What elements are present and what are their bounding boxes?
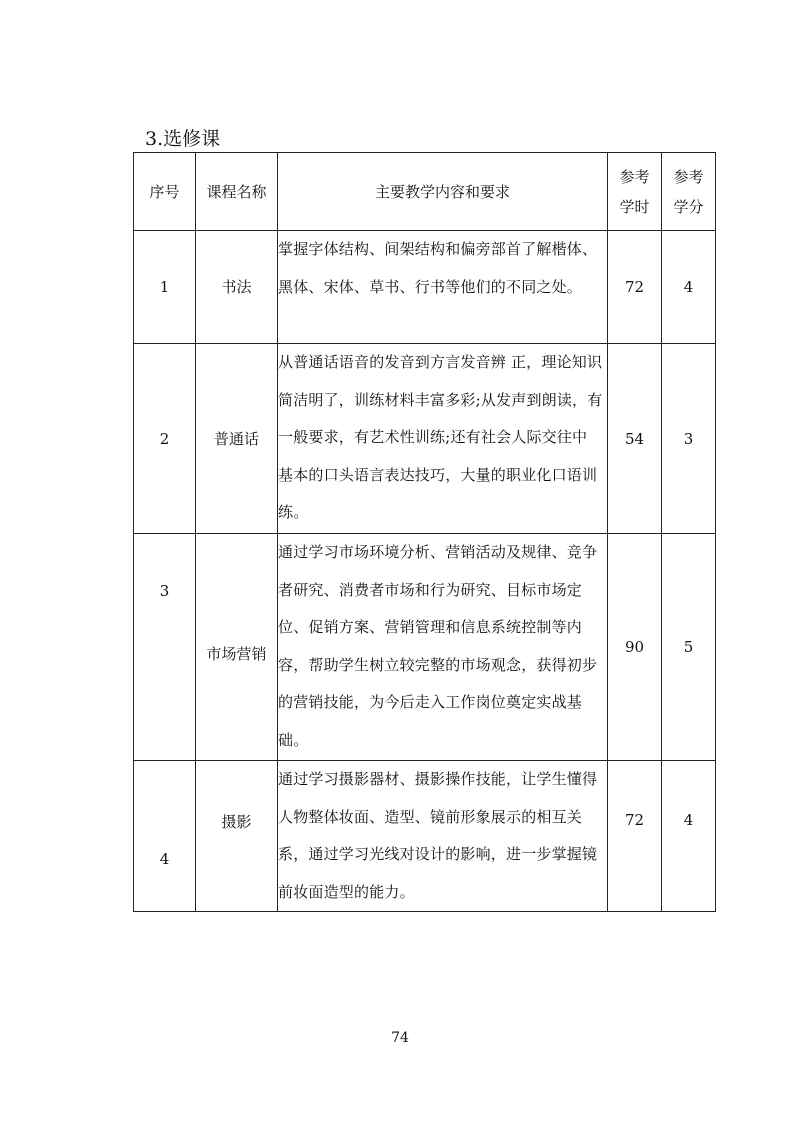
row-hours: 54 — [608, 344, 662, 534]
header-hours-line1: 参考 — [619, 167, 650, 186]
row-course-name: 书法 — [196, 231, 278, 344]
row-hours: 72 — [608, 761, 662, 912]
header-course-name: 课程名称 — [196, 153, 278, 231]
row-content: 掌握字体结构、间架结构和偏旁部首了解楷体、黑体、宋体、草书、行书等他们的不同之处。 — [278, 231, 608, 344]
row-hours: 72 — [608, 231, 662, 344]
table-row — [134, 231, 716, 344]
header-hours-line2: 学时 — [619, 197, 650, 216]
row-hours: 90 — [608, 534, 662, 761]
table-row — [134, 761, 716, 912]
header-index: 序号 — [134, 153, 196, 231]
row-content: 通过学习摄影器材、摄影操作技能，让学生懂得人物整体妆面、造型、镜前形象展示的相互关系，通过学习光线对设计的影响，进一步掌握镜前妆面造型的能力。 — [278, 761, 608, 912]
row-credits: 3 — [662, 344, 716, 534]
row-credits: 5 — [662, 534, 716, 761]
header-credits-line2: 学分 — [673, 197, 704, 216]
row-course-name: 摄影 — [196, 761, 278, 912]
row-content: 通过学习市场环境分析、营销活动及规律、竞争者研究、消费者市场和行为研究、目标市场定位、促销方案、营销管理和信息系统控制等内容，帮助学生树立较完整的市场观念，获得初步的营销技能，为今后走入工作岗位奠定实战基础。 — [278, 534, 608, 761]
row-index: 3 — [134, 534, 196, 761]
row-content: 从普通话语音的发音到方言发音辨 正，理论知识简洁明了，训练材料丰富多彩;从发声到朗读，有一般要求，有艺术性训练;还有社会人际交往中 基本的口头语言表达技巧，大量的职业化口语训练。 — [278, 344, 608, 534]
header-credits-line1: 参考 — [673, 167, 704, 186]
row-index: 4 — [134, 761, 196, 912]
table-row — [134, 534, 716, 761]
section-title: 3.选修课 — [145, 128, 221, 150]
header-reference-hours — [608, 153, 662, 231]
row-index: 2 — [134, 344, 196, 534]
header-reference-credits — [662, 153, 716, 231]
header-content: 主要教学内容和要求 — [278, 153, 608, 231]
table-header-row — [134, 153, 716, 231]
row-credits: 4 — [662, 231, 716, 344]
table-row — [134, 344, 716, 534]
row-course-name: 市场营销 — [196, 534, 278, 761]
row-index: 1 — [134, 231, 196, 344]
row-course-name: 普通话 — [196, 344, 278, 534]
row-credits: 4 — [662, 761, 716, 912]
page-number: 74 — [391, 1030, 409, 1046]
elective-course-table — [133, 152, 716, 912]
